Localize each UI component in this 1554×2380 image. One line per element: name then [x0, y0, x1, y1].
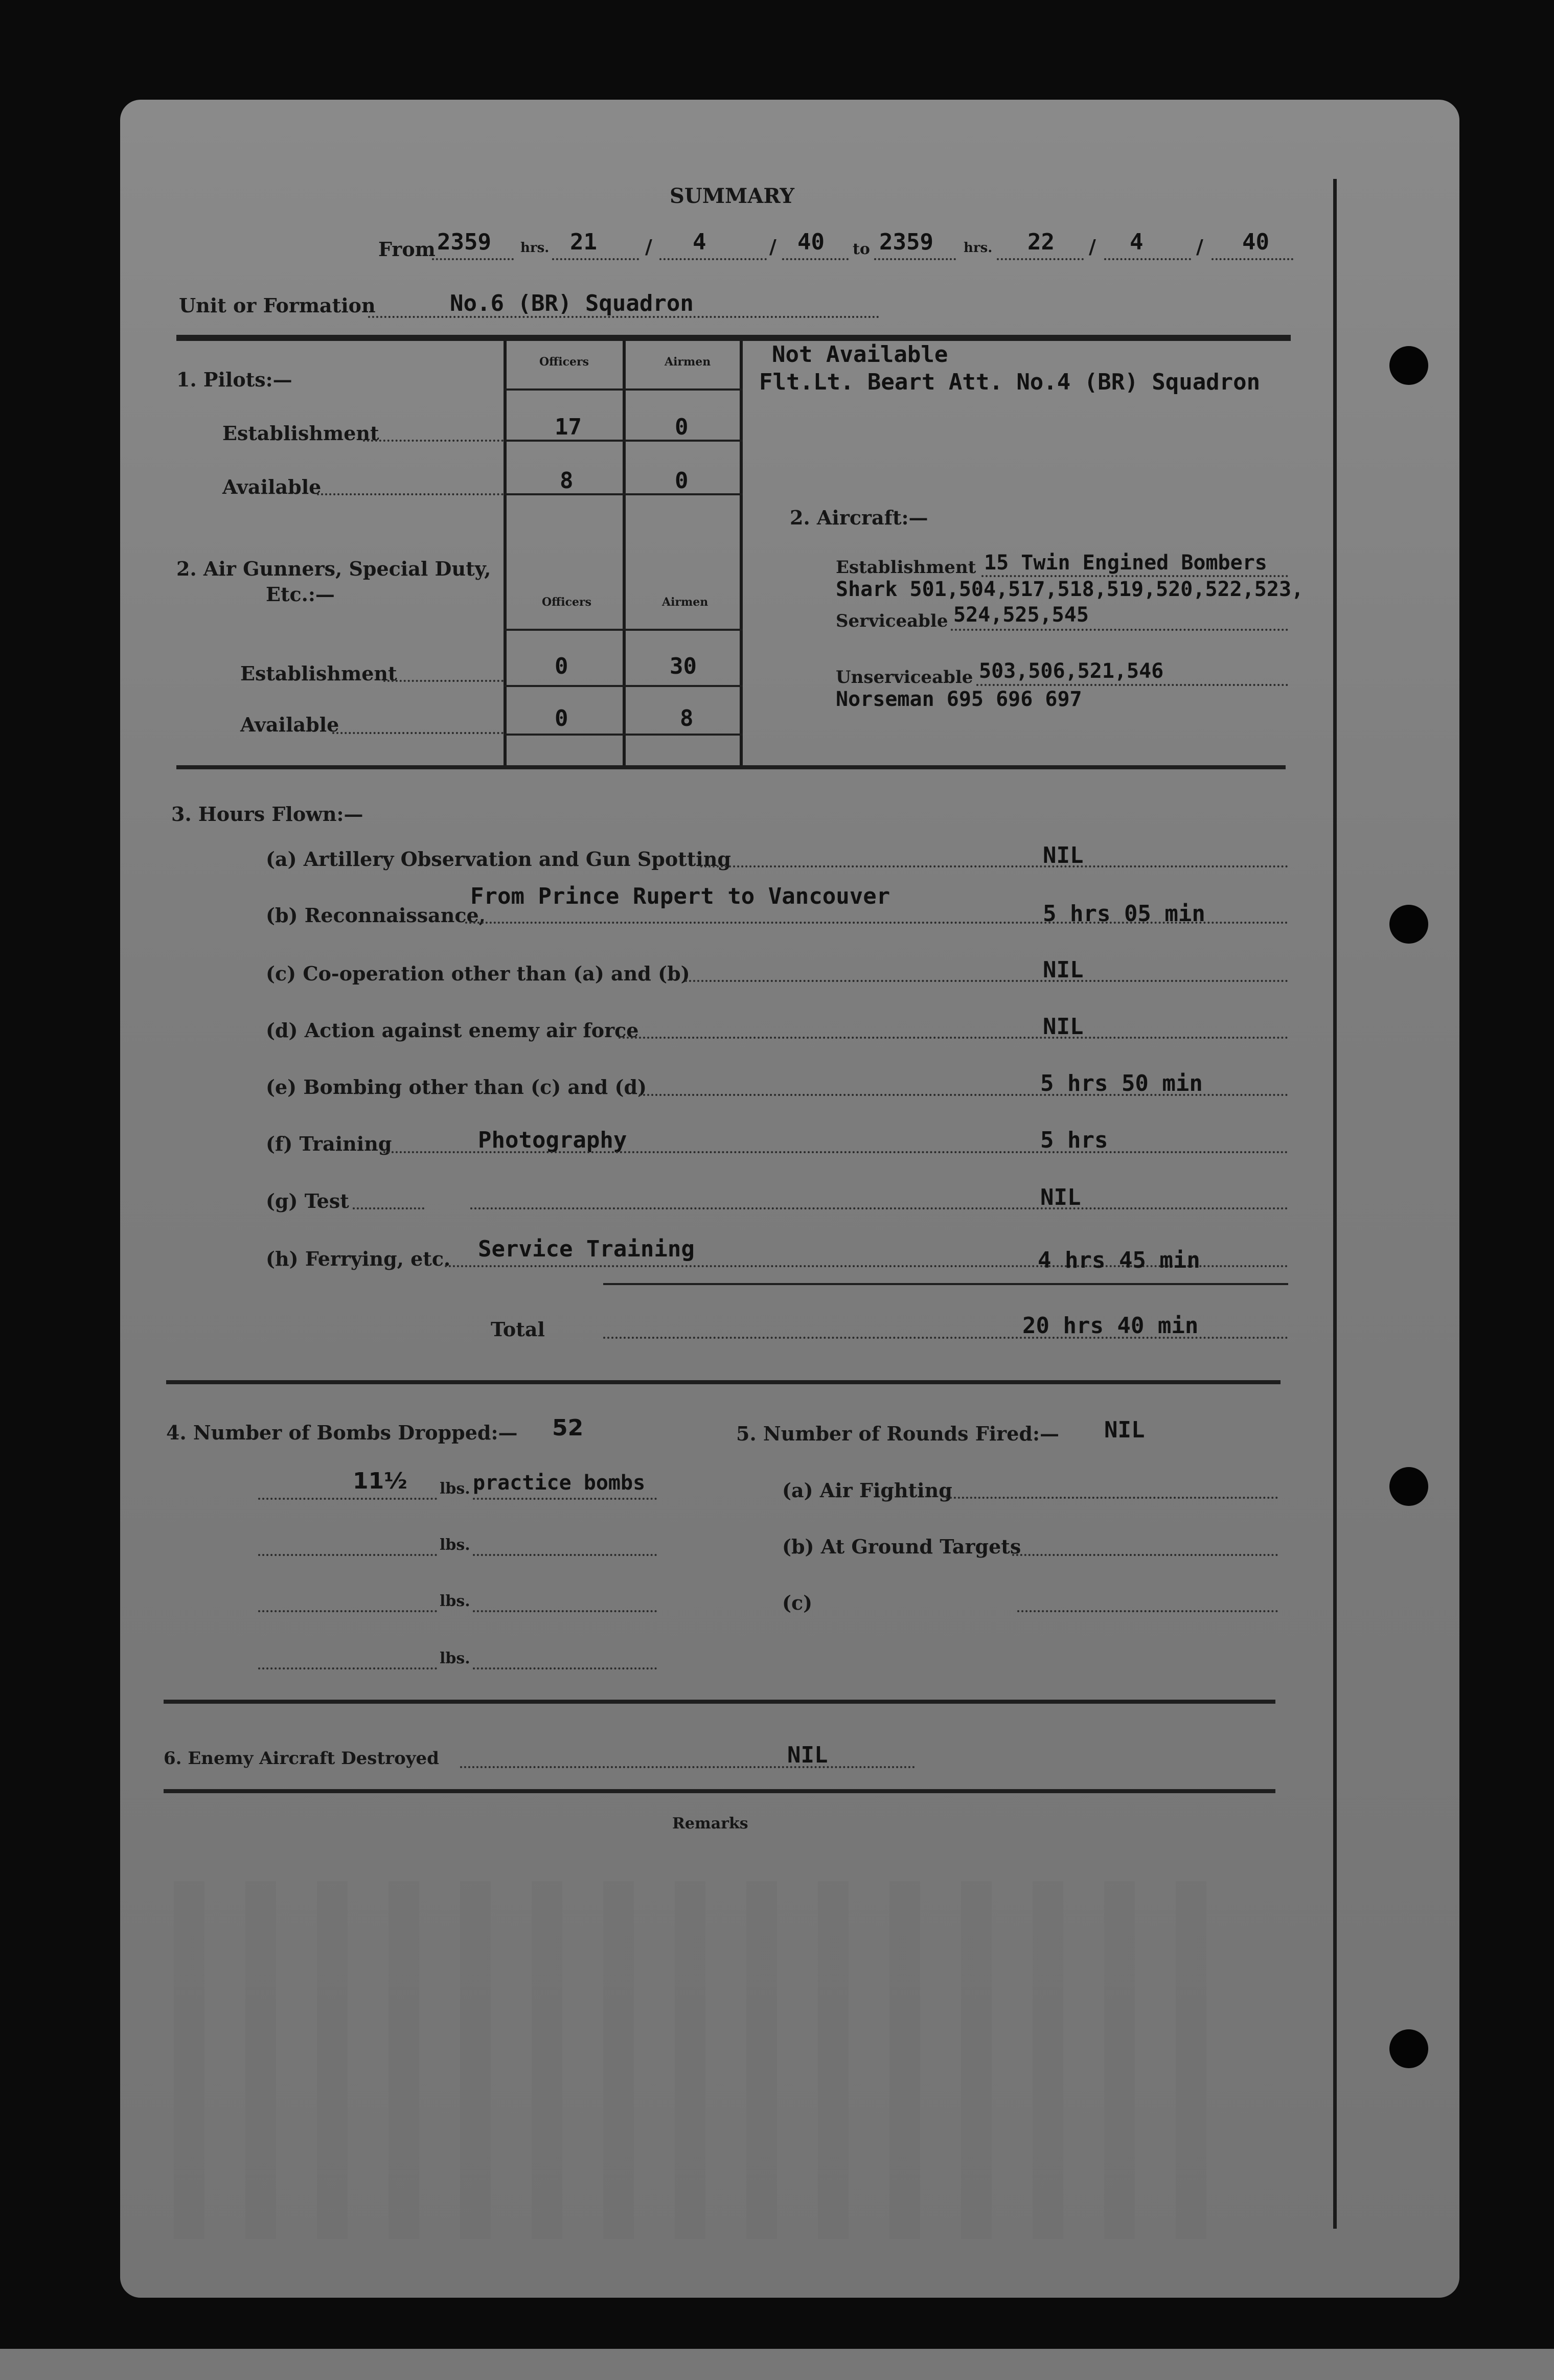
bombs-row2-lbs: lbs. — [440, 1536, 470, 1554]
hours-row-b-label: (b) Reconnaissance, — [266, 904, 486, 927]
hours-row-g-value: NIL — [1040, 1184, 1081, 1210]
gunners-establishment-officers: 0 — [555, 653, 568, 679]
rounds-c-line — [1017, 1610, 1278, 1612]
slash: / — [645, 235, 652, 258]
rounds-heading: 5. Number of Rounds Fired:— — [736, 1422, 1059, 1445]
to-year-line — [1212, 258, 1293, 260]
slash: / — [769, 235, 776, 258]
not-available-note: Not Available — [772, 341, 948, 368]
table-divider — [504, 341, 507, 765]
pilots-available-line — [317, 493, 504, 495]
hours-row-a-line — [700, 865, 1288, 867]
punch-hole — [1389, 346, 1428, 385]
hours-row-g-line — [470, 1207, 1288, 1209]
bombs-row1-lbs: lbs. — [440, 1480, 470, 1498]
pilots-col-officers: Officers — [539, 355, 589, 369]
gunners-heading-etc: Etc.:— — [266, 583, 335, 606]
hours-row-b-value: 5 hrs 05 min — [1043, 901, 1205, 927]
aircraft-serviceable-label: Serviceable — [836, 611, 948, 631]
from-time: 2359 — [437, 229, 491, 255]
punch-hole — [1389, 1467, 1428, 1506]
gunners-available-line — [332, 732, 504, 734]
hours-row-h-label: (h) Ferrying, etc. — [266, 1247, 451, 1270]
rounds-value: NIL — [1104, 1417, 1145, 1443]
hours-row-c-label: (c) Co-operation other than (a) and (b) — [266, 962, 690, 985]
table-rule — [504, 388, 743, 391]
hours-row-e-label: (e) Bombing other than (c) and (d) — [266, 1075, 647, 1099]
aircraft-establishment-value: 15 Twin Engined Bombers — [984, 551, 1267, 575]
hrs-label: hrs. — [964, 240, 993, 256]
hours-row-g-label: (g) Test — [266, 1189, 349, 1212]
pilots-heading: 1. Pilots:— — [176, 368, 292, 391]
aircraft-unserviceable-label: Unserviceable — [836, 667, 973, 688]
norseman-serials: Norseman 695 696 697 — [836, 688, 1082, 711]
aircraft-establishment-label: Establishment — [836, 557, 976, 578]
pilots-available-airmen: 0 — [675, 468, 689, 494]
unit-label: Unit or Formation — [179, 294, 376, 317]
enemy-line — [460, 1766, 915, 1768]
hours-row-g-line — [353, 1207, 424, 1209]
from-day: 21 — [570, 229, 597, 255]
hours-row-c-value: NIL — [1043, 957, 1084, 983]
gunners-available-officers: 0 — [555, 705, 568, 731]
rounds-air-fighting: (a) Air Fighting — [782, 1479, 952, 1502]
punch-hole — [1389, 2029, 1428, 2068]
hrs-label: hrs. — [520, 240, 550, 256]
bombs-row3-line — [258, 1610, 437, 1612]
aircraft-unserviceable-line — [976, 684, 1288, 686]
to-day-line — [997, 258, 1084, 260]
section-rule — [176, 335, 1291, 341]
from-time-line — [432, 258, 514, 260]
table-rule — [504, 629, 743, 631]
gunners-col-officers: Officers — [542, 596, 591, 609]
hours-row-f-note: Photography — [478, 1127, 627, 1153]
bombs-row3-desc-line — [473, 1610, 657, 1612]
gunners-available-label: Available — [240, 713, 339, 736]
from-month-line — [659, 258, 767, 260]
bombs-row1-weight: 11½ — [353, 1468, 407, 1494]
bombs-count: 52 — [552, 1415, 584, 1441]
section-rule — [164, 1789, 1275, 1793]
table-divider — [623, 341, 626, 765]
hours-row-d-label: (d) Action against enemy air force — [266, 1019, 639, 1042]
bombs-row3-lbs: lbs. — [440, 1592, 470, 1610]
slash: / — [1196, 235, 1203, 258]
total-rule — [603, 1283, 1288, 1285]
gunners-establishment-airmen: 30 — [670, 653, 697, 679]
hours-row-d-value: NIL — [1043, 1014, 1084, 1040]
bombs-row4-lbs: lbs. — [440, 1650, 470, 1667]
table-rule — [504, 440, 743, 442]
enemy-heading: 6. Enemy Aircraft Destroyed — [164, 1748, 439, 1769]
unit-value: No.6 (BR) Squadron — [450, 290, 694, 316]
attached-officer-note: Flt.Lt. Beart Att. No.4 (BR) Squadron — [759, 369, 1261, 395]
remarks-heading: Remarks — [672, 1815, 748, 1833]
from-year: 40 — [797, 229, 825, 255]
rounds-ground-targets: (b) At Ground Targets — [782, 1535, 1021, 1558]
pilots-establishment-airmen: 0 — [675, 414, 689, 440]
aircraft-establishment-line — [981, 575, 1288, 577]
to-month: 4 — [1130, 229, 1144, 255]
to-month-line — [1104, 258, 1191, 260]
bleed-through-texture — [174, 1881, 1247, 2239]
rounds-c-label: (c) — [782, 1591, 813, 1614]
table-rule — [504, 734, 743, 736]
aircraft-serviceable-line — [951, 629, 1288, 631]
bombs-row1-desc-line — [473, 1498, 657, 1500]
slash: / — [1089, 235, 1096, 258]
pilots-establishment-line — [363, 440, 504, 442]
bombs-row2-desc-line — [473, 1554, 657, 1556]
hours-total-label: Total — [491, 1318, 545, 1341]
hours-row-f-value: 5 hrs — [1040, 1127, 1108, 1153]
gunners-establishment-line — [383, 680, 504, 682]
bombs-row4-line — [258, 1667, 437, 1669]
hours-row-a-value: NIL — [1043, 842, 1084, 868]
pilots-col-airmen: Airmen — [665, 355, 711, 369]
punch-hole — [1389, 905, 1428, 944]
bombs-row4-desc-line — [473, 1667, 657, 1669]
hours-heading: 3. Hours Flown:— — [171, 803, 363, 826]
from-label: From — [378, 238, 436, 261]
enemy-value: NIL — [787, 1742, 828, 1768]
hours-row-f-label: (f) Training — [266, 1132, 392, 1155]
to-time-line — [874, 258, 956, 260]
section-rule — [164, 1700, 1275, 1704]
rounds-air-line — [946, 1497, 1278, 1499]
margin-line — [1333, 179, 1337, 2229]
from-year-line — [782, 258, 849, 260]
hours-row-a-label: (a) Artillery Observation and Gun Spotting — [266, 848, 731, 871]
bombs-row2-line — [258, 1554, 437, 1556]
bombs-row1-line — [258, 1498, 437, 1500]
table-rule — [504, 493, 743, 495]
section-rule — [166, 1380, 1281, 1384]
to-day: 22 — [1027, 229, 1055, 255]
to-time: 2359 — [879, 229, 933, 255]
to-label: to — [853, 240, 870, 258]
table-divider — [740, 341, 743, 765]
hours-row-d-line — [619, 1037, 1288, 1039]
rounds-ground-line — [1012, 1554, 1278, 1556]
gunners-heading: 2. Air Gunners, Special Duty, — [176, 557, 491, 580]
hours-row-h-value: 4 hrs 45 min — [1038, 1247, 1200, 1273]
section-rule — [176, 765, 1286, 769]
hours-row-b-note: From Prince Rupert to Vancouver — [470, 883, 890, 909]
hours-row-e-value: 5 hrs 50 min — [1040, 1070, 1203, 1096]
to-year: 40 — [1242, 229, 1269, 255]
aircraft-unserviceable-value: 503,506,521,546 — [979, 659, 1164, 683]
bombs-row1-desc: practice bombs — [473, 1471, 646, 1495]
shark-serials: Shark 501,504,517,518,519,520,522,523, — [836, 578, 1304, 601]
hours-row-h-note: Service Training — [478, 1236, 695, 1262]
aircraft-serviceable-value: 524,525,545 — [953, 603, 1089, 627]
hours-total-value: 20 hrs 40 min — [1022, 1313, 1199, 1339]
aircraft-heading: 2. Aircraft:— — [790, 506, 928, 529]
bombs-heading: 4. Number of Bombs Dropped:— — [166, 1421, 518, 1444]
film-edge — [0, 2349, 1554, 2380]
hours-row-c-line — [685, 980, 1288, 982]
gunners-col-airmen: Airmen — [662, 596, 709, 609]
pilots-available-officers: 8 — [560, 468, 574, 494]
gunners-available-airmen: 8 — [680, 705, 694, 731]
from-day-line — [552, 258, 639, 260]
gunners-establishment-label: Establishment — [240, 662, 397, 685]
pilots-establishment-label: Establishment — [222, 422, 379, 445]
hours-row-f-line — [383, 1151, 1288, 1153]
pilots-available-label: Available — [222, 475, 322, 498]
table-rule — [504, 685, 743, 687]
form-title: SUMMARY — [670, 184, 794, 208]
pilots-establishment-officers: 17 — [555, 414, 582, 440]
from-month: 4 — [693, 229, 706, 255]
